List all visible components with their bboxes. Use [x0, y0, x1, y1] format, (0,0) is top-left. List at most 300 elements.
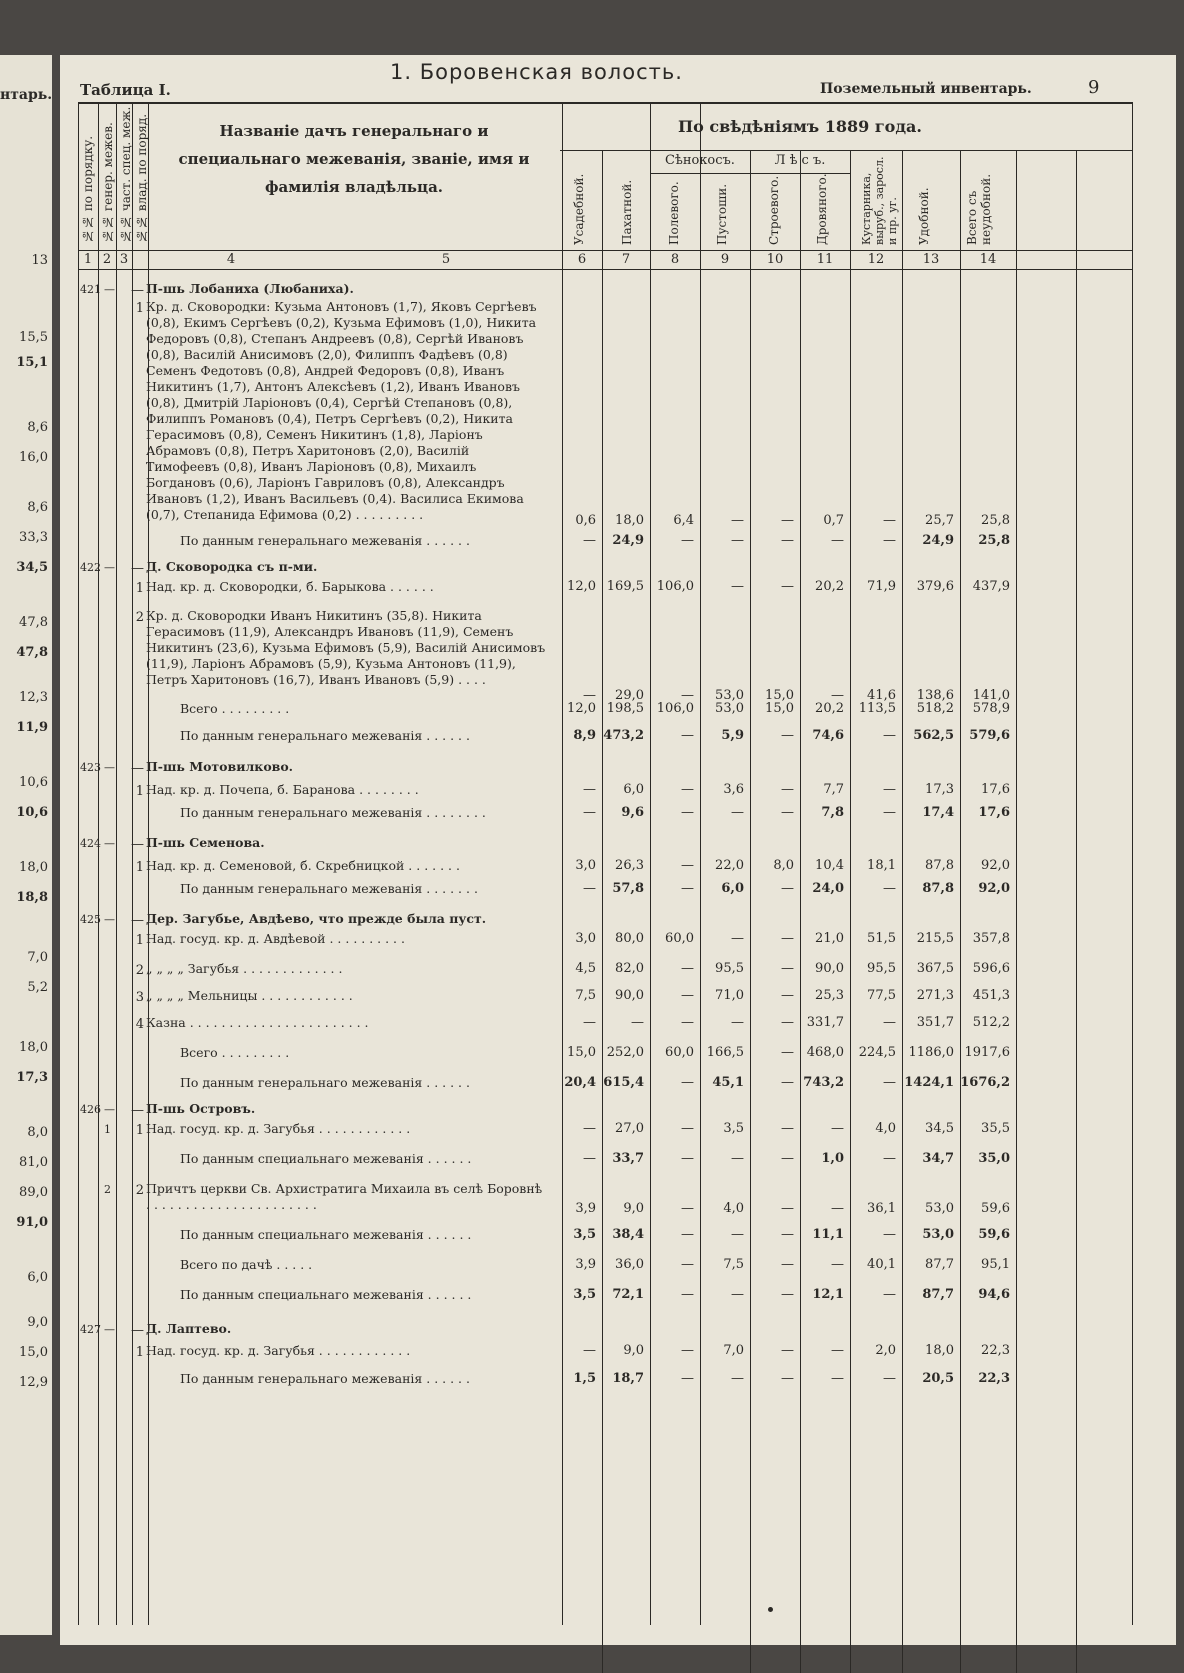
column-rule [800, 150, 801, 1673]
value-col-11: 331,7 [806, 1015, 844, 1030]
column-rule [1076, 150, 1077, 1673]
value-col-10: — [781, 1227, 794, 1242]
value-col-6: 4,5 [575, 961, 596, 976]
owner-description: Дер. Загубье, Авдѣево, что прежде была пуст. [146, 911, 487, 926]
special-survey-number: — [104, 561, 115, 574]
value-col-8: — [681, 533, 694, 548]
value-col-10: — [781, 1371, 794, 1386]
value-col-9: — [731, 1371, 744, 1386]
left-page-value: 8,6 [27, 420, 48, 435]
value-col-9: — [731, 1151, 744, 1166]
left-page-value: 17,3 [16, 1070, 48, 1085]
value-col-12: 36,1 [867, 1201, 896, 1216]
column-rule [1016, 150, 1017, 1673]
owner-number: — [131, 1323, 144, 1338]
value-col-14: 141,0 [972, 688, 1010, 703]
left-page-value: 13 [31, 253, 48, 268]
value-col-14: 579,6 [969, 728, 1010, 743]
value-col-8: — [681, 858, 694, 873]
value-col-14: 17,6 [978, 805, 1010, 820]
value-col-13: 379,6 [916, 579, 954, 594]
value-col-14: 596,6 [972, 961, 1010, 976]
value-col-6: — [583, 1121, 596, 1136]
value-col-12: 71,9 [867, 579, 896, 594]
value-col-9: 22,0 [715, 858, 744, 873]
value-col-13: 53,0 [922, 1227, 954, 1242]
special-survey-number: — [104, 913, 115, 926]
col3-header: №№ част. спец. меж. [119, 106, 133, 243]
col6-header: Усадебной. [572, 173, 586, 245]
value-col-8: — [681, 961, 694, 976]
owner-description: По данным специальнаго межеванія . . . . . . [180, 1227, 472, 1242]
value-col-9: — [731, 1287, 744, 1302]
col14-header: Всего съ неудобной. [965, 173, 993, 245]
value-col-6: 3,0 [575, 931, 596, 946]
value-col-6: 12,0 [567, 579, 596, 594]
value-col-8: — [681, 1075, 694, 1090]
value-col-13: 34,7 [922, 1151, 954, 1166]
value-col-6: — [583, 533, 596, 548]
owner-description: Над. госуд. кр. д. Авдѣевой . . . . . . . . . . [146, 931, 405, 946]
value-col-9: — [731, 805, 744, 820]
owner-description: Д. Сковородка съ п-ми. [146, 559, 318, 574]
owner-description: По данным специальнаго межеванія . . . . . . [180, 1287, 472, 1302]
value-col-12: — [883, 533, 896, 548]
owner-description: П-шь Мотовилково. [146, 759, 294, 774]
value-col-8: — [681, 1151, 694, 1166]
value-col-9: 6,0 [721, 881, 744, 896]
value-col-11: 468,0 [806, 1045, 844, 1060]
value-col-6: 3,9 [575, 1257, 596, 1272]
value-col-12: — [883, 728, 896, 743]
owner-description: По данным генеральнаго межеванія . . . . . . [180, 728, 470, 743]
left-page-value: 8,6 [27, 500, 48, 515]
value-col-10: — [781, 1015, 794, 1030]
value-col-12: — [883, 782, 896, 797]
owner-description: Над. кр. д. Почепа, б. Баранова . . . . . . . . [146, 782, 419, 797]
owner-number: 1 [135, 1345, 144, 1360]
owner-description: Всего . . . . . . . . . [180, 701, 290, 716]
value-col-10: — [781, 1151, 794, 1166]
value-col-8: 6,4 [673, 513, 694, 528]
owner-description: Казна . . . . . . . . . . . . . . . . . . . . . . . [146, 1015, 369, 1030]
owner-description: Д. Лаптево. [146, 1321, 232, 1336]
value-col-7: 9,6 [621, 805, 644, 820]
column-rule [98, 102, 99, 1625]
value-col-12: 95,5 [867, 961, 896, 976]
value-col-6: 8,9 [573, 728, 596, 743]
value-col-7: 198,5 [606, 701, 644, 716]
value-col-8: — [681, 805, 694, 820]
owner-number: 4 [135, 1017, 144, 1032]
value-col-14: 35,5 [981, 1121, 1010, 1136]
value-col-10: — [781, 805, 794, 820]
value-col-8: — [681, 1015, 694, 1030]
column-number: 11 [816, 252, 834, 267]
owner-number: 1 [135, 933, 144, 948]
value-col-7: — [631, 1015, 644, 1030]
value-col-12: — [883, 1227, 896, 1242]
value-col-6: 3,5 [573, 1287, 596, 1302]
value-col-7: 57,8 [612, 881, 644, 896]
owner-description: П-шь Лобаниха (Любаниха). [146, 281, 354, 296]
value-col-11: 743,2 [803, 1075, 844, 1090]
column-number: 5 [441, 252, 451, 267]
value-col-11: — [831, 533, 844, 548]
value-col-13: 518,2 [916, 701, 954, 716]
value-col-9: — [731, 1227, 744, 1242]
value-col-11: 11,1 [812, 1227, 844, 1242]
value-col-10: — [781, 988, 794, 1003]
value-col-6: 1,5 [573, 1371, 596, 1386]
gen-survey-number: 422 [80, 561, 101, 574]
special-survey-number: — [104, 837, 115, 850]
value-col-9: 45,1 [712, 1075, 744, 1090]
column-number: 2 [102, 252, 112, 267]
table-top-rule [78, 102, 1132, 104]
owner-description: По данным генеральнаго межеванія . . . . . . . . [180, 805, 486, 820]
value-col-10: — [781, 728, 794, 743]
value-col-8: — [681, 728, 694, 743]
left-page-value: 34,5 [16, 560, 48, 575]
left-page-label: нтарь. [0, 87, 52, 103]
left-page-value: 91,0 [16, 1215, 48, 1230]
value-col-13: 138,6 [916, 688, 954, 703]
value-col-9: 95,5 [715, 961, 744, 976]
value-col-7: 6,0 [623, 782, 644, 797]
left-page-value: 81,0 [19, 1155, 48, 1170]
value-col-9: — [731, 513, 744, 528]
value-col-8: — [681, 1371, 694, 1386]
value-col-6: 7,5 [575, 988, 596, 1003]
document-page [60, 55, 1176, 1645]
value-col-10: — [781, 1201, 794, 1216]
owner-description: Над. кр. д. Семеновой, б. Скребницкой . . . . . . . [146, 858, 460, 873]
value-col-13: 20,5 [922, 1371, 954, 1386]
value-col-7: 9,0 [623, 1201, 644, 1216]
value-col-7: 72,1 [612, 1287, 644, 1302]
value-col-11: 90,0 [815, 961, 844, 976]
value-col-9: 71,0 [715, 988, 744, 1003]
gen-survey-number: 423 [80, 761, 101, 774]
value-col-7: 18,0 [615, 513, 644, 528]
value-col-14: 59,6 [978, 1227, 1010, 1242]
value-col-13: 367,5 [916, 961, 954, 976]
owner-description: Над. госуд. кр. д. Загубья . . . . . . . . . . . . [146, 1121, 411, 1136]
owner-number: 1 [135, 860, 144, 875]
value-col-10: — [781, 1257, 794, 1272]
col10-header: Строевого. [767, 175, 781, 245]
value-col-7: 33,7 [612, 1151, 644, 1166]
value-col-11: — [831, 1121, 844, 1136]
special-survey-number: — [104, 283, 115, 296]
les-header: Л ѣ с ъ. [774, 153, 826, 168]
value-col-14: 437,9 [972, 579, 1010, 594]
owner-number: 2 [135, 610, 144, 625]
value-col-8: — [681, 1257, 694, 1272]
value-col-7: 82,0 [615, 961, 644, 976]
left-page-value: 10,6 [19, 775, 48, 790]
value-col-10: 15,0 [765, 688, 794, 703]
value-col-11: 1,0 [821, 1151, 844, 1166]
left-page-value: 10,6 [16, 805, 48, 820]
senokos-header: Сѣнокосъ. [665, 153, 735, 168]
column-number: 14 [979, 252, 997, 267]
col12-header: Кустарника, выруб., заросл. и пр. уг. [860, 156, 899, 245]
value-col-14: 1676,2 [960, 1075, 1010, 1090]
special-survey-number: 2 [104, 1183, 111, 1196]
owner-description: Кр. д. Сковородки Иванъ Никитинъ (35,8). Никита Герасимовъ (11,9), Александръ Ивановъ (11,9), Семенъ Никитинъ (23,6), Кузьма Ефимовъ (5,9), Василій Анисимовъ (11,9), Ларіонъ Абрамовъ (5,9), Кузьма Антоновъ (11,9), Петръ Харитоновъ (16,7), Иванъ Ивановъ (5,9) . . . . [146, 608, 546, 687]
value-col-9: 5,9 [721, 728, 744, 743]
value-col-14: 94,6 [978, 1287, 1010, 1302]
owner-number: — [131, 913, 144, 928]
value-col-13: 87,8 [925, 858, 954, 873]
left-page-value: 12,9 [19, 1375, 48, 1390]
value-col-8: — [681, 1287, 694, 1302]
column-rule [602, 150, 603, 1673]
value-col-12: 4,0 [875, 1121, 896, 1136]
column-rule [116, 102, 117, 1625]
value-col-14: 451,3 [972, 988, 1010, 1003]
value-col-9: — [731, 579, 744, 594]
value-col-13: 18,0 [925, 1343, 954, 1358]
value-col-7: 38,4 [612, 1227, 644, 1242]
value-col-14: 92,0 [978, 881, 1010, 896]
value-col-7: 9,0 [623, 1343, 644, 1358]
value-col-10: 8,0 [773, 858, 794, 873]
column-number: 4 [226, 252, 236, 267]
left-page-edge [0, 55, 52, 1635]
value-col-11: 20,2 [815, 579, 844, 594]
value-col-6: 3,5 [573, 1227, 596, 1242]
value-col-13: 1186,0 [908, 1045, 954, 1060]
col5-header: Названіе дачъ генеральнаго и специальнаго межеванія, званіе, имя и фамилія владѣльца. [178, 122, 530, 196]
left-page-value: 18,8 [16, 890, 48, 905]
column-number: 1 [83, 252, 93, 267]
value-col-8: 60,0 [665, 1045, 694, 1060]
special-survey-number: 1 [104, 1123, 111, 1136]
col8-header: Полевого. [667, 181, 681, 245]
value-col-14: 1917,6 [964, 1045, 1010, 1060]
value-col-7: 27,0 [615, 1121, 644, 1136]
value-col-11: 10,4 [815, 858, 844, 873]
value-col-9: 7,0 [723, 1343, 744, 1358]
value-col-13: 562,5 [913, 728, 954, 743]
special-survey-number: — [104, 1103, 115, 1116]
value-col-9: 4,0 [723, 1201, 744, 1216]
value-col-9: 3,6 [723, 782, 744, 797]
special-survey-number: — [104, 1323, 115, 1336]
header-bottom-rule [78, 250, 1132, 251]
owner-description: По данным специальнаго межеванія . . . . . . [180, 1151, 472, 1166]
value-col-12: 2,0 [875, 1343, 896, 1358]
value-col-13: 25,7 [925, 513, 954, 528]
value-col-10: — [781, 533, 794, 548]
value-col-12: — [883, 805, 896, 820]
value-col-12: 51,5 [867, 931, 896, 946]
column-number: 9 [720, 252, 730, 267]
value-col-7: 29,0 [615, 688, 644, 703]
value-col-12: 113,5 [858, 701, 896, 716]
value-col-14: 25,8 [981, 513, 1010, 528]
owner-description: Всего . . . . . . . . . [180, 1045, 290, 1060]
value-col-12: 224,5 [858, 1045, 896, 1060]
owner-description: „ „ „ „ Загубья . . . . . . . . . . . . . [146, 961, 343, 976]
value-col-10: — [781, 1075, 794, 1090]
value-col-13: 34,5 [925, 1121, 954, 1136]
column-number: 6 [577, 252, 587, 267]
value-col-12: 77,5 [867, 988, 896, 1003]
owner-description: Над. госуд. кр. д. Загубья . . . . . . . . . . . . [146, 1343, 411, 1358]
value-col-12: — [883, 1075, 896, 1090]
column-rule [902, 150, 903, 1673]
owner-description: П-шь Семенова. [146, 835, 265, 850]
value-col-12: 40,1 [867, 1257, 896, 1272]
value-col-13: 87,7 [925, 1257, 954, 1272]
value-col-10: — [781, 881, 794, 896]
value-col-11: — [831, 1371, 844, 1386]
value-col-13: 17,4 [922, 805, 954, 820]
left-page-value: 18,0 [19, 1040, 48, 1055]
owner-description: Причтъ церкви Св. Архистратига Михаила въ селѣ Боровнѣ . . . . . . . . . . . . . . . . . . . . . . [146, 1181, 543, 1212]
owner-number: — [131, 561, 144, 576]
value-col-8: — [681, 1121, 694, 1136]
value-col-6: — [583, 688, 596, 703]
col13-header: Удобной. [917, 187, 931, 245]
owner-number: 1 [135, 784, 144, 799]
value-col-9: — [731, 533, 744, 548]
value-col-7: 169,5 [606, 579, 644, 594]
left-page-value: 16,0 [19, 450, 48, 465]
column-number: 10 [766, 252, 784, 267]
value-col-12: — [883, 1015, 896, 1030]
value-col-12: — [883, 1151, 896, 1166]
value-col-10: — [781, 1343, 794, 1358]
value-col-11: — [831, 1257, 844, 1272]
value-col-13: 351,7 [916, 1015, 954, 1030]
left-page-value: 5,2 [27, 980, 48, 995]
value-col-9: 3,5 [723, 1121, 744, 1136]
value-col-14: 512,2 [972, 1015, 1010, 1030]
value-col-13: 17,3 [925, 782, 954, 797]
value-col-11: 7,8 [821, 805, 844, 820]
owner-number: 3 [135, 990, 144, 1005]
value-col-7: 615,4 [603, 1075, 644, 1090]
owner-description: По данным генеральнаго межеванія . . . . . . [180, 1371, 470, 1386]
value-col-14: 35,0 [978, 1151, 1010, 1166]
value-col-7: 252,0 [606, 1045, 644, 1060]
value-col-9: — [731, 931, 744, 946]
gen-survey-number: 427 [80, 1323, 101, 1336]
column-rule [78, 102, 79, 1625]
value-col-10: — [781, 1121, 794, 1136]
senokos-rule [650, 173, 750, 174]
value-col-10: — [781, 782, 794, 797]
value-col-8: 60,0 [665, 931, 694, 946]
ink-dot [768, 1607, 773, 1612]
les-rule [750, 173, 850, 174]
value-col-6: — [583, 881, 596, 896]
left-page-value: 6,0 [27, 1270, 48, 1285]
left-page-value: 7,0 [27, 950, 48, 965]
column-number: 8 [670, 252, 680, 267]
value-col-11: — [831, 1201, 844, 1216]
value-col-8: 106,0 [656, 579, 694, 594]
column-number: 12 [867, 252, 885, 267]
value-col-8: 106,0 [656, 701, 694, 716]
col1-header: №№ по порядку. [81, 135, 95, 243]
value-col-11: — [831, 1343, 844, 1358]
value-col-7: 80,0 [615, 931, 644, 946]
owner-number: 2 [135, 963, 144, 978]
value-col-11: 7,7 [823, 782, 844, 797]
value-col-9: — [731, 1015, 744, 1030]
owner-description: П-шь Островъ. [146, 1101, 256, 1116]
col4-header: №№ влад. по поряд. [135, 113, 149, 243]
owner-number: 2 [135, 1183, 144, 1198]
gen-survey-number: 424 [80, 837, 101, 850]
left-page-value: 12,3 [19, 690, 48, 705]
owner-description: „ „ „ „ Мельницы . . . . . . . . . . . . [146, 988, 353, 1003]
value-col-11: 12,1 [812, 1287, 844, 1302]
value-col-7: 473,2 [603, 728, 644, 743]
owner-number: — [131, 1103, 144, 1118]
column-rule [850, 150, 851, 1673]
value-col-6: — [583, 782, 596, 797]
value-col-12: 18,1 [867, 858, 896, 873]
page-title: 1. Боровенская волость. [390, 60, 683, 84]
left-page-value: 8,0 [27, 1125, 48, 1140]
left-page-value: 47,8 [19, 615, 48, 630]
section-label: Поземельный инвентарь. [820, 81, 1032, 97]
value-col-13: 87,7 [922, 1287, 954, 1302]
value-col-11: — [831, 688, 844, 703]
value-col-13: 271,3 [916, 988, 954, 1003]
value-col-8: — [681, 988, 694, 1003]
value-col-10: — [781, 931, 794, 946]
owner-description: Над. кр. д. Сковородки, б. Барыкова . . . . . . [146, 579, 434, 594]
value-col-9: 53,0 [715, 688, 744, 703]
col11-header: Дровяного. [815, 173, 829, 245]
value-col-8: — [681, 688, 694, 703]
owner-number: — [131, 283, 144, 298]
value-col-6: — [583, 1343, 596, 1358]
left-page-value: 15,1 [16, 355, 48, 370]
value-col-6: 3,9 [575, 1201, 596, 1216]
group-header: По свѣдѣніямъ 1889 года. [678, 117, 922, 136]
column-rule [960, 150, 961, 1673]
value-col-12: — [883, 881, 896, 896]
value-col-10: — [781, 961, 794, 976]
column-number: 3 [119, 252, 129, 267]
gen-survey-number: 426 [80, 1103, 101, 1116]
value-col-7: 36,0 [615, 1257, 644, 1272]
value-col-14: 22,3 [978, 1371, 1010, 1386]
value-col-10: 15,0 [765, 701, 794, 716]
value-col-11: 24,0 [812, 881, 844, 896]
left-page-value: 15,5 [19, 330, 48, 345]
value-col-7: 18,7 [612, 1371, 644, 1386]
value-col-11: 74,6 [812, 728, 844, 743]
value-col-6: — [583, 1151, 596, 1166]
owner-description: По данным генеральнаго межеванія . . . . . . . [180, 881, 478, 896]
value-col-8: — [681, 881, 694, 896]
value-col-12: 41,6 [867, 688, 896, 703]
value-col-14: 92,0 [981, 858, 1010, 873]
value-col-13: 53,0 [925, 1201, 954, 1216]
value-col-6: 0,6 [575, 513, 596, 528]
value-col-10: — [781, 513, 794, 528]
